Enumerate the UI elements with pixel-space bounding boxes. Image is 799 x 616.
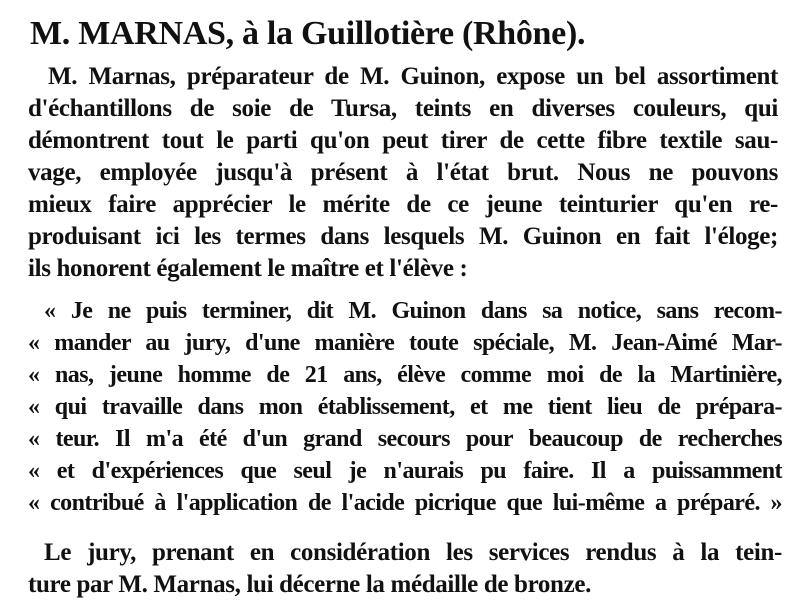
text-line: Le jury, prenant en considération les services rendus à la tein- [44,539,782,566]
text-line: d'échantillons de soie de Tursa, teints en diverses couleurs, qui [28,95,778,122]
quote-line: « mander au jury, d'une manière toute spéciale, M. Jean-Aimé Mar- [28,330,782,356]
text-line: démontrent tout le parti qu'on peut tirer de cette fibre textile sau- [28,127,778,154]
quote-line: « teur. Il m'a été d'un grand secours pour beaucoup de recherches [28,426,782,452]
text-line: ture par M. Marnas, lui décerne la médaille de bronze. [28,571,591,598]
text-line: produisant ici les termes dans lesquels M. Guinon en fait l'éloge; [28,223,778,250]
text-line: vage, employée jusqu'à présent à l'état brut. Nous ne pouvons [28,159,778,186]
text-line: mieux faire apprécier le mérite de ce jeune teinturier qu'en re- [28,191,778,218]
text-line: ils honorent également le maître et l'élève : [28,255,468,282]
quote-line: « nas, jeune homme de 21 ans, élève comme moi de la Martinière, [28,362,782,388]
quote-line: « qui travaille dans mon établissement, et me tient lieu de prépara- [28,394,782,420]
quote-line: « et d'expériences que seul je n'aurais pu faire. Il a puissamment [28,458,782,484]
quote-line: « contribué à l'application de l'acide picrique que lui-même a préparé. » [28,490,782,516]
quote-line: « Je ne puis terminer, dit M. Guinon dans sa notice, sans recom- [44,298,782,324]
section-heading: M. MARNAS, à la Guillotière (Rhône). [30,15,586,52]
text-line: M. Marnas, préparateur de M. Guinon, expose un bel assortiment [48,63,778,90]
